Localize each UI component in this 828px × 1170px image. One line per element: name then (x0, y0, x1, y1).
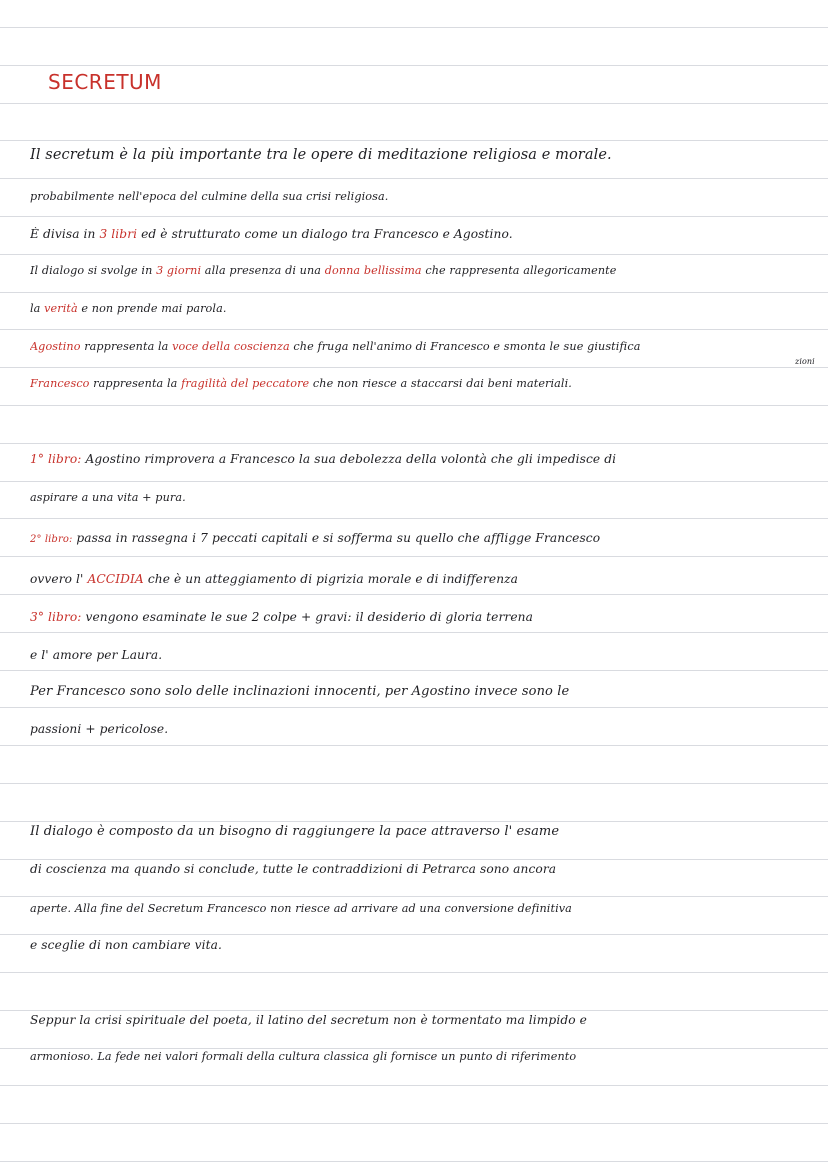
text-line: Il secretum è la più importante tra le opere di meditazione religiosa e morale. (30, 147, 612, 163)
highlight-text: voce della coscienza (172, 340, 290, 353)
ruled-line (0, 821, 828, 822)
text-line: passioni + pericolose. (30, 722, 169, 736)
ruled-line (0, 670, 828, 671)
ruled-line (0, 103, 828, 104)
ruled-line (0, 783, 828, 784)
text-segment: alla presenza di una (201, 264, 325, 277)
text-segment: vengono esaminate le sue 2 colpe + gravi: il desiderio di gloria terrena (81, 610, 533, 624)
highlight-text: Agostino (30, 340, 81, 353)
highlight-text: donna bellissima (324, 264, 422, 277)
ruled-line (0, 1048, 828, 1049)
text-segment: che è un atteggiamento di pigrizia morale e di indifferenza (143, 572, 519, 586)
text-segment: che rappresenta allegoricamente (421, 264, 617, 277)
text-line (30, 610, 820, 624)
text-line: e sceglie di non cambiare vita. (30, 938, 222, 952)
text-line (30, 227, 820, 241)
text-line: probabilmente nell'epoca del culmine della sua crisi religiosa. (30, 190, 389, 203)
ruled-line (0, 178, 828, 179)
book-label: 1° libro: (30, 452, 82, 466)
text-segment: È divisa in (30, 227, 100, 241)
text-line (30, 302, 820, 315)
text-line (30, 377, 820, 390)
ruled-line (0, 859, 828, 860)
book-label: 3° libro: (30, 610, 82, 624)
highlight-text: ACCIDIA (87, 572, 144, 586)
ruled-line (0, 1085, 828, 1086)
ruled-line (0, 556, 828, 557)
text-line: Seppur la crisi spirituale del poeta, il latino del secretum non è tormentato ma limpido e (30, 1013, 587, 1027)
ruled-line (0, 896, 828, 897)
text-segment: la (30, 302, 45, 315)
ruled-line (0, 329, 828, 330)
text-segment: e non prende mai parola. (77, 302, 227, 315)
text-line: armonioso. La fede nei valori formali della cultura classica gli fornisce un punto di riferimento (30, 1050, 577, 1063)
text-segment: Agostino rimprovera a Francesco la sua debolezza della volontà che gli impedisce di (81, 452, 617, 466)
text-segment: rappresenta la (80, 340, 173, 353)
ruled-line (0, 632, 828, 633)
highlight-text: fragilità del peccatore (181, 377, 310, 390)
ruled-line (0, 518, 828, 519)
text-fragment: zioni (795, 357, 815, 366)
text-line (30, 572, 820, 586)
text-line (30, 264, 820, 277)
highlight-text: 3 libri (99, 227, 138, 241)
ruled-line (0, 292, 828, 293)
text-line (30, 340, 806, 353)
text-line (30, 531, 820, 545)
ruled-line (0, 1161, 828, 1162)
text-line: Il dialogo è composto da un bisogno di raggiungere la pace attraverso l' esame (30, 824, 560, 839)
text-line: e l' amore per Laura. (30, 648, 163, 662)
ruled-line (0, 707, 828, 708)
ruled-line (0, 972, 828, 973)
book-label: 2° libro: (30, 534, 73, 545)
ruled-line (0, 254, 828, 255)
page-title: SECRETUM (48, 70, 162, 94)
ruled-line (0, 594, 828, 595)
text-segment: Il dialogo si svolge in (30, 264, 157, 277)
ruled-line (0, 934, 828, 935)
ruled-line (0, 443, 828, 444)
text-segment: ed è strutturato come un dialogo tra Francesco e Agostino. (137, 227, 513, 241)
text-line: di coscienza ma quando si conclude, tutte le contraddizioni di Petrarca sono ancora (30, 862, 557, 876)
ruled-line (0, 140, 828, 141)
text-segment: che fruga nell'animo di Francesco e smonta le sue giustifica (289, 340, 641, 353)
ruled-line (0, 745, 828, 746)
ruled-line (0, 65, 828, 66)
text-line: aspirare a una vita + pura. (30, 491, 186, 504)
text-segment: che non riesce a staccarsi dai beni materiali. (309, 377, 572, 390)
ruled-line (0, 216, 828, 217)
text-line: Per Francesco sono solo delle inclinazioni innocenti, per Agostino invece sono le (30, 684, 570, 699)
text-line (30, 452, 820, 466)
ruled-line (0, 367, 828, 368)
highlight-text: Francesco (30, 377, 90, 390)
highlight-text: 3 giorni (156, 264, 202, 277)
ruled-line (0, 1123, 828, 1124)
ruled-line (0, 405, 828, 406)
text-segment: passa in rassegna i 7 peccati capitali e si sofferma su quello che affligge Francesco (72, 531, 601, 545)
text-segment: rappresenta la (89, 377, 182, 390)
text-segment: ovvero l' (30, 572, 88, 586)
ruled-line (0, 481, 828, 482)
text-line: aperte. Alla fine del Secretum Francesco non riesce ad arrivare ad una conversione definitiva (30, 902, 572, 915)
ruled-line (0, 1010, 828, 1011)
highlight-text: verità (44, 302, 78, 315)
ruled-line (0, 27, 828, 28)
